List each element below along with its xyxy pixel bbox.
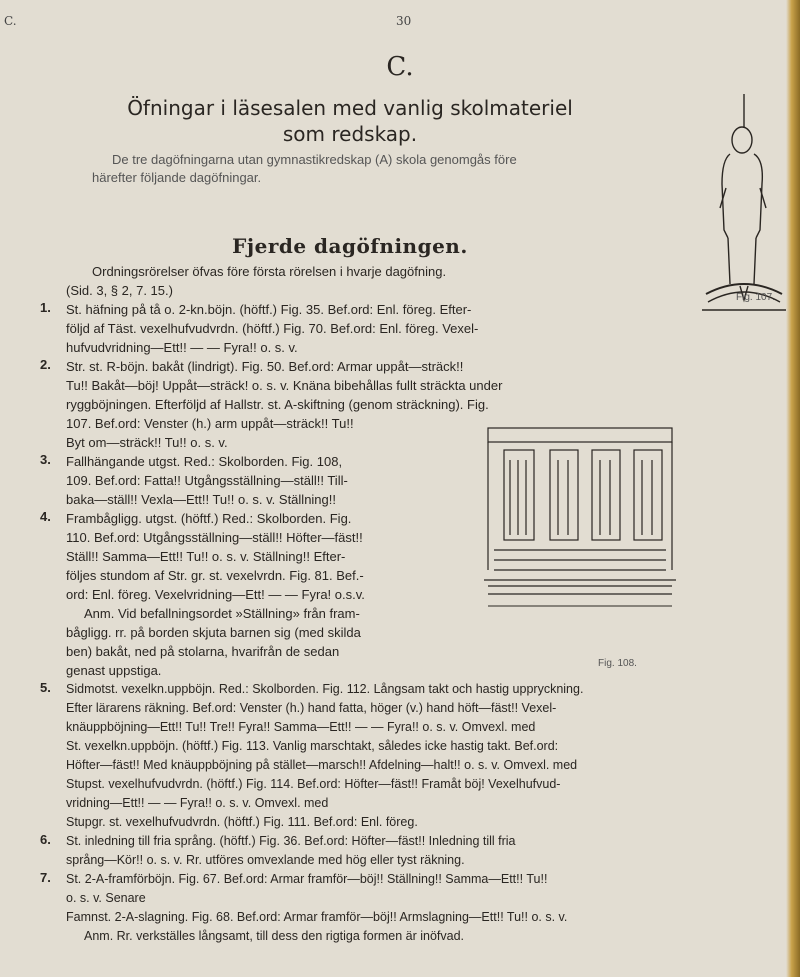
item-line: St. inledning till fria språng. (höftf.) Fig. 36. Bef.ord: Höfter—fäst!! Inledning till fria: [66, 834, 516, 848]
item-line: ord: Enl. föreg. Vexelvridning—Ett! — — Fyra! o.s.v.: [66, 587, 365, 602]
section-title-line1: Öfningar i läsesalen med vanlig skolmateriel: [127, 96, 573, 120]
item-line: 109. Bef.ord: Fatta!! Utgångsställning—ställ!! Till-: [66, 473, 348, 488]
fig-108-illustration: [480, 420, 680, 630]
item-line: Frambågligg. utgst. (höftf.) Red.: Skolborden. Fig.: [66, 511, 352, 526]
fig-108-label: Fig. 108.: [598, 658, 637, 669]
item-line: vridning—Ett!! — — Fyra!! o. s. v. Omvexl. med: [66, 796, 329, 810]
page-number: 30: [396, 14, 412, 28]
header-left: C.: [4, 14, 17, 28]
section-title-line2: som redskap.: [282, 122, 418, 146]
item-line: Fallhängande utgst. Red.: Skolborden. Fig. 108,: [66, 454, 343, 469]
item-line: Famnst. 2-A-slagning. Fig. 68. Bef.ord: Armar framför—böj!! Armslagning—Ett!! Tu!! o. s. v.: [66, 910, 568, 924]
item-line: ryggböjningen. Efterföljd af Hallstr. st. A-skiftning (genom sträckning). Fig.: [66, 397, 489, 412]
item-line: Str. st. R-böjn. bakåt (lindrigt). Fig. 50. Bef.ord: Armar uppåt—sträck!!: [66, 359, 464, 374]
item-line: Anm. Vid befallningsordet »Ställning» från fram-: [84, 606, 360, 621]
item-number: 2.: [40, 357, 51, 372]
ordningsrorelser-line1: Ordningsrörelser öfvas före första rörelsen i hvarje dagöfning.: [92, 264, 447, 279]
item-line: genast uppstiga.: [66, 663, 162, 678]
item-line: Efter lärarens räkning. Bef.ord: Venster (h.) hand fatta, höger (v.) hand höft—fäst!! Vexel-: [66, 701, 557, 715]
ordningsrorelser-line2: (Sid. 3, § 2, 7. 15.): [66, 283, 173, 298]
item-number: 4.: [40, 509, 51, 524]
item-line: Höfter—fäst!! Med knäuppböjning på stället—marsch!! Afdelning—halt!! o. s. v. Omvexl. med: [66, 758, 578, 772]
chapter-letter: C.: [386, 52, 414, 82]
item-line: St. häfning på tå o. 2-kn.böjn. (höftf.) Fig. 35. Bef.ord: Enl. föreg. Efter-: [66, 302, 472, 317]
item-line: o. s. v. Senare: [66, 891, 146, 905]
subtitle: Fjerde dagöfningen.: [232, 234, 468, 258]
item-line: Stupgr. st. vexelhufvudvrdn. (höftf.) Fig. 111. Bef.ord: Enl. föreg.: [66, 815, 418, 829]
item-line: Ställ!! Samma—Ett!! Tu!! o. s. v. Ställning!! Efter-: [66, 549, 346, 564]
item-number: 6.: [40, 832, 51, 847]
fig-107-label: Fig. 107.: [736, 292, 775, 303]
item-line: Sidmotst. vexelkn.uppböjn. Red.: Skolborden. Fig. 112. Långsam takt och hastig uppryckning.: [66, 682, 584, 696]
intro-line1: De tre dagöfningarna utan gymnastikredskap (A) skola genomgås före: [112, 152, 517, 167]
item-line: Tu!! Bakåt—böj! Uppåt—sträck! o. s. v. Knäna bibehållas fullt sträckta under: [66, 378, 503, 393]
item-line: ben) bakåt, ned på stolarna, hvarifrån de sedan: [66, 644, 340, 659]
item-line: St. vexelkn.uppböjn. (höftf.) Fig. 113. Vanlig marschtakt, således icke hastig takt. Bef.ord:: [66, 739, 559, 753]
item-line: följd af Täst. vexelhufvudvrdn. (höftf.) Fig. 70. Bef.ord: Enl. föreg. Vexel-: [66, 321, 479, 336]
intro-line2: härefter följande dagöfningar.: [92, 170, 262, 185]
item-number: 5.: [40, 680, 51, 695]
item-number: 1.: [40, 300, 51, 315]
item-line: hufvudvridning—Ett!! — — Fyra!! o. s. v.: [66, 340, 298, 355]
item-line: baka—ställ!! Vexla—Ett!! Tu!! o. s. v. Ställning!!: [66, 492, 336, 507]
item-line: följes stundom af Str. gr. st. vexelvrdn. Fig. 81. Bef.-: [66, 568, 364, 583]
item-line: 110. Bef.ord: Utgångsställning—ställ!! Höfter—fäst!!: [66, 530, 363, 545]
item-line: Anm. Rr. verkställes långsamt, till dess den rigtiga formen är inöfvad.: [84, 929, 465, 943]
item-line: St. 2-A-framförböjn. Fig. 67. Bef.ord: Armar framför—böj!! Ställning!! Samma—Ett!! Tu!!: [66, 872, 548, 886]
item-line: 107. Bef.ord: Venster (h.) arm uppåt—sträck!! Tu!!: [66, 416, 354, 431]
item-line: bågligg. rr. på borden skjuta barnen sig (med skilda: [66, 625, 361, 640]
fig-107-illustration: [700, 88, 790, 324]
item-line: knäuppböjning—Ett!! Tu!! Tre!! Fyra!! Samma—Ett!! — — Fyra!! o. s. v. Omvexl. med: [66, 720, 536, 734]
item-number: 3.: [40, 452, 51, 467]
item-number: 7.: [40, 870, 51, 885]
item-line: språng—Kör!! o. s. v. Rr. utföres omvexlande med hög eller tyst räkning.: [66, 853, 465, 867]
item-line: Stupst. vexelhufvudvrdn. (höftf.) Fig. 114. Bef.ord: Höfter—fäst!! Framåt böj! Vexelhufvud-: [66, 777, 561, 791]
item-line: Byt om—sträck!! Tu!! o. s. v.: [66, 435, 228, 450]
